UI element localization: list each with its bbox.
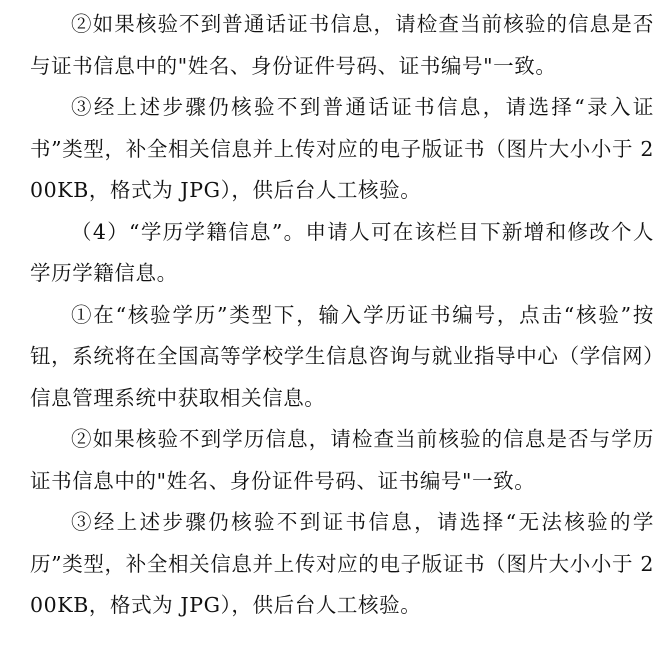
paragraph-putonghua-check-info: ②如果核验不到普通话证书信息，请检查当前核验的信息是否与证书信息中的"姓名、身份证件号码、证书编号"一致。 — [30, 12, 654, 78]
paragraph-education-section-heading: （4）“学历学籍信息”。申请人可在该栏目下新增和修改个人学历学籍信息。 — [30, 219, 654, 285]
paragraph-education-check-info: ②如果核验不到学历信息，请检查当前核验的信息是否与学历证书信息中的"姓名、身份证件号码、证书编号"一致。 — [30, 427, 654, 493]
paragraph-education-upload-certificate: ③经上述步骤仍核验不到证书信息，请选择“无法核验的学历”类型，补全相关信息并上传对应的电子版证书（图片大小小于 200KB，格式为 JPG），供后台人工核验。 — [30, 510, 654, 617]
paragraph-putonghua-upload-certificate: ③经上述步骤仍核验不到普通话证书信息，请选择“录入证书”类型，补全相关信息并上传对应的电子版证书（图片大小小于 200KB，格式为 JPG），供后台人工核验。 — [30, 95, 654, 202]
paragraph-education-verify-step: ①在“核验学历”类型下，输入学历证书编号，点击“核验”按钮，系统将在全国高等学校学生信息咨询与就业指导中心（学信网）信息管理系统中获取相关信息。 — [30, 302, 654, 410]
